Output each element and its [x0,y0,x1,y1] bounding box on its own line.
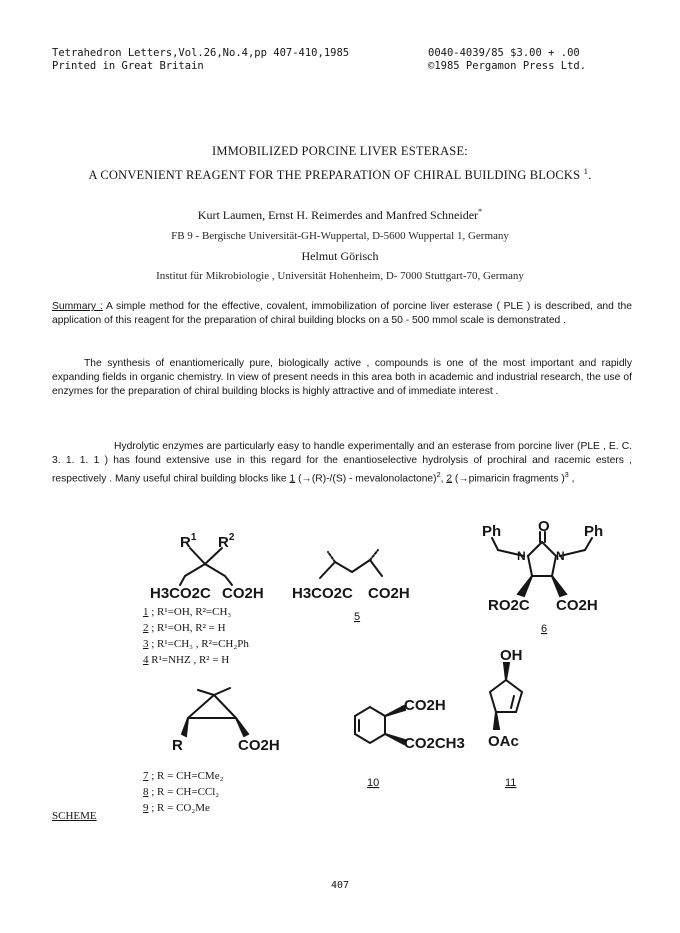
c5-acid-label: CO2H [368,585,410,602]
reaction-scheme [0,520,680,860]
c11-acetate-label: OAc [488,733,519,750]
c11-number: 11 [505,777,517,789]
body-paragraph-1: The synthesis of enantiomerically pure, biologically active , compounds is one of the most important and rapidly expanding fields in organic chemistry. In view of present needs in this area both in academic and industrial research, the use of enzymes for the preparation of chiral building blocks is highly attractive and of immediate interest . [52,358,632,397]
c1-ester-label: H3CO2C [150,585,211,602]
list-item: 2 ; R¹=OH, R² = H [143,622,226,634]
c1-left-bond [185,564,205,576]
authors-line-2: Helmut Görisch [301,249,379,263]
c7-r-label: R [172,737,183,754]
affiliation-1: FB 9 - Bergische Universität-GH-Wuppertal, D-5600 Wuppertal 1, Germany [171,230,509,242]
c1-acid-label: CO2H [222,585,264,602]
c6-phenyl-2: Ph [584,523,604,540]
c10-ester-label: CO2CH3 [404,735,465,752]
list-item: 3 ; R¹=CH₃ , R²=CH₂Ph [143,638,249,650]
body-paragraph-2: Hydrolytic enzymes are particularly easy to handle experimentally and an esterase from porcine liver (PLE , E. C. 3. 1. 1. 1 ) has found extensive use in this regard for the enantioselective hydrolysis of prochiral and racemic esters , respectively . Many useful chiral building blocks like 1 (→(R)-/(S) - mevalonolactone)$^2$, 2 (→pimaricin fragments )$^3$ , [52,441,632,485]
scheme-label: SCHEME [52,810,97,822]
c6-nitrogen-2: N [556,549,565,563]
summary-label: Summary : [52,301,103,312]
c5-ester-label: H3CO2C [292,585,353,602]
citation-line-1: Tetrahedron Letters,Vol.26,No.4,pp 407-410,1985 [52,47,350,59]
c1-r1-bond [190,548,205,564]
c6-acid-label: CO2H [556,597,598,614]
list-item: 8 ; R = CH=CCl₂ [143,786,220,798]
list-item: 1 ; R¹=OH, R²=CH₃ [143,606,232,618]
c1-r1-label: $R^1$ [180,532,197,551]
journal-citation [52,47,349,73]
citation-line-2: Printed in Great Britain [52,60,204,72]
list-item: 7 ; R = CH=CMe₂ [143,770,224,782]
c10-acid-label: CO2H [404,697,446,714]
c6-ester-label: RO2C [488,597,530,614]
corresponding-mark: * [478,207,483,216]
c6-number: 6 [541,623,548,635]
summary [52,300,632,328]
compound-list-a [143,604,249,668]
list-item: 4 R¹=NHZ , R² = H [143,654,230,666]
c6-oxygen: O [538,520,550,535]
c6-phenyl-1: Ph [482,523,502,540]
copyright-block [428,47,586,73]
c1-right-bond [205,564,225,576]
copyright-line: ©1985 Pergamon Press Ltd. [428,60,587,72]
page-number: 407 [330,880,350,891]
price-line: 0040-4039/85 $3.00 + .00 [428,47,580,59]
c1-r2-label: $R^2$ [218,532,235,551]
affiliation-2: Institut für Mikrobiologie , Universität Hohenheim, D- 7000 Stuttgart-70, Germany [156,270,524,282]
title-footnote-mark: 1 [583,166,589,176]
c10-number: 10 [367,777,380,789]
summary-text: A simple method for the effective, covalent, immobilization of porcine liver esterase ( PLE ) is described, and the application of this reagent for the preparation of chiral building blocks on a 50 - 500 mmol scale is demonstrated . [52,301,632,326]
title-line-1: IMMOBILIZED PORCINE LIVER ESTERASE: [212,144,468,158]
title-line-2: A CONVENIENT REAGENT FOR THE PREPARATION OF CHIRAL BUILDING BLOCKS $^1$. [88,166,592,183]
compound-list-b [143,768,223,816]
c6-nitrogen-1: N [517,549,526,563]
c11-hydroxyl-label: OH [500,647,523,664]
c5-number: 5 [354,611,361,623]
authors-line-1: Kurt Laumen, Ernst H. Reimerdes and Manfred Schneider* [197,207,483,222]
c7-acid-label: CO2H [238,737,280,754]
list-item: 9 ; R = CO₂Me [143,802,210,814]
